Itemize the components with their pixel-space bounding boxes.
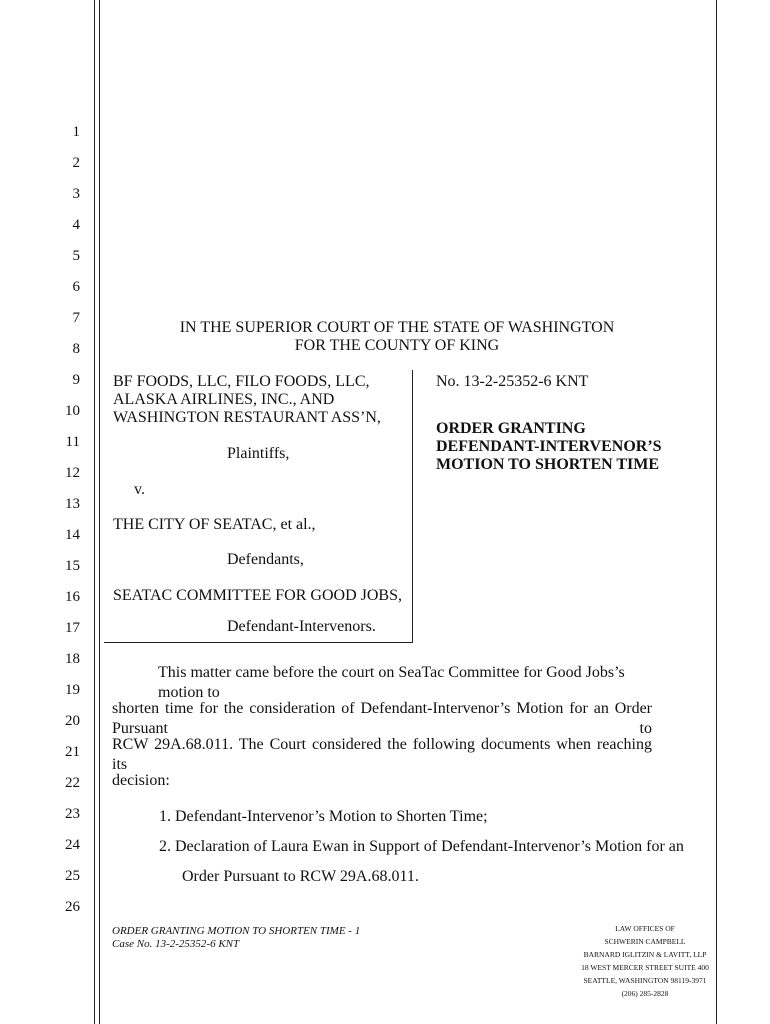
left-margin-line-outer: [94, 0, 95, 1024]
court-heading-line1: IN THE SUPERIOR COURT OF THE STATE OF WASHINGTON: [179, 319, 615, 336]
body-paragraph-line3: RCW 29A.68.011. The Court considered the following documents when reaching its: [112, 736, 652, 773]
footer-document-title: ORDER GRANTING MOTION TO SHORTEN TIME - 1: [112, 925, 361, 937]
line-number: 17: [65, 620, 80, 636]
line-number: 11: [65, 434, 80, 450]
caption-divider-horizontal: [104, 642, 413, 643]
left-margin-line-inner: [99, 0, 100, 1024]
line-number: 13: [65, 496, 80, 512]
line-number: 3: [72, 186, 80, 202]
line-number: 6: [72, 279, 80, 295]
plaintiffs-name-line: WASHINGTON RESTAURANT ASS’N,: [113, 409, 381, 426]
order-title-line: DEFENDANT-INTERVENOR’S: [436, 438, 662, 455]
law-firm-line: SEATTLE, WASHINGTON 98119-3971: [583, 976, 707, 985]
body-paragraph-line1: This matter came before the court on SeaTac Committee for Good Jobs’s motion to: [158, 664, 625, 701]
line-number: 5: [72, 248, 80, 264]
line-number: 9: [72, 372, 80, 388]
line-number: 1: [72, 124, 80, 140]
document-list-item-2-continued: Order Pursuant to RCW 29A.68.011.: [182, 868, 419, 885]
line-number: 8: [72, 341, 80, 357]
line-number: 18: [65, 651, 80, 667]
plaintiffs-name-line: ALASKA AIRLINES, INC., AND: [113, 391, 335, 408]
law-firm-line: BARNARD IGLITZIN & LAVITT, LLP: [583, 950, 707, 959]
court-heading-line2: FOR THE COUNTY OF KING: [294, 337, 500, 354]
body-paragraph-line4: decision:: [112, 772, 170, 789]
right-margin-line: [716, 0, 717, 1024]
law-firm-line: (206) 285-2828: [621, 989, 669, 998]
case-number: No. 13-2-25352-6 KNT: [436, 373, 589, 390]
line-number: 7: [72, 310, 80, 326]
line-number: 4: [72, 217, 80, 233]
intervenors-label: Defendant-Intervenors.: [227, 618, 376, 635]
line-number: 10: [65, 403, 80, 419]
law-firm-line: LAW OFFICES OF: [615, 924, 675, 933]
line-number: 20: [65, 713, 80, 729]
order-title-line: ORDER GRANTING: [436, 420, 586, 437]
line-number: 12: [65, 465, 80, 481]
caption-divider-vertical: [412, 370, 413, 643]
line-number: 23: [65, 806, 80, 822]
line-number: 26: [65, 899, 80, 915]
line-number: 2: [72, 155, 80, 171]
line-number: 24: [65, 837, 80, 853]
line-number: 15: [65, 558, 80, 574]
order-title-line: MOTION TO SHORTEN TIME: [436, 456, 660, 473]
law-firm-line: SCHWERIN CAMPBELL: [604, 937, 686, 946]
versus-label: v.: [134, 481, 145, 498]
defendant-name: THE CITY OF SEATAC, et al.,: [113, 516, 316, 533]
line-number: 21: [65, 744, 80, 760]
line-number: 22: [65, 775, 80, 791]
plaintiffs-label: Plaintiffs,: [227, 445, 290, 462]
plaintiffs-name-line: BF FOODS, LLC, FILO FOODS, LLC,: [113, 373, 370, 390]
line-number: 16: [65, 589, 80, 605]
line-number: 14: [65, 527, 80, 543]
intervenor-name: SEATAC COMMITTEE FOR GOOD JOBS,: [113, 587, 402, 604]
body-paragraph-line2: shorten time for the consideration of Defendant-Intervenor’s Motion for an Order Pursuant to: [112, 700, 652, 737]
line-number: 25: [65, 868, 80, 884]
line-number: 19: [65, 682, 80, 698]
footer-case-number: Case No. 13-2-25352-6 KNT: [112, 938, 240, 950]
defendants-label: Defendants,: [227, 551, 304, 568]
document-list-item-2: 2. Declaration of Laura Ewan in Support of Defendant-Intervenor’s Motion for an: [159, 838, 684, 855]
law-firm-line: 18 WEST MERCER STREET SUITE 400: [581, 963, 709, 972]
document-list-item-1: 1. Defendant-Intervenor’s Motion to Shorten Time;: [159, 808, 488, 825]
